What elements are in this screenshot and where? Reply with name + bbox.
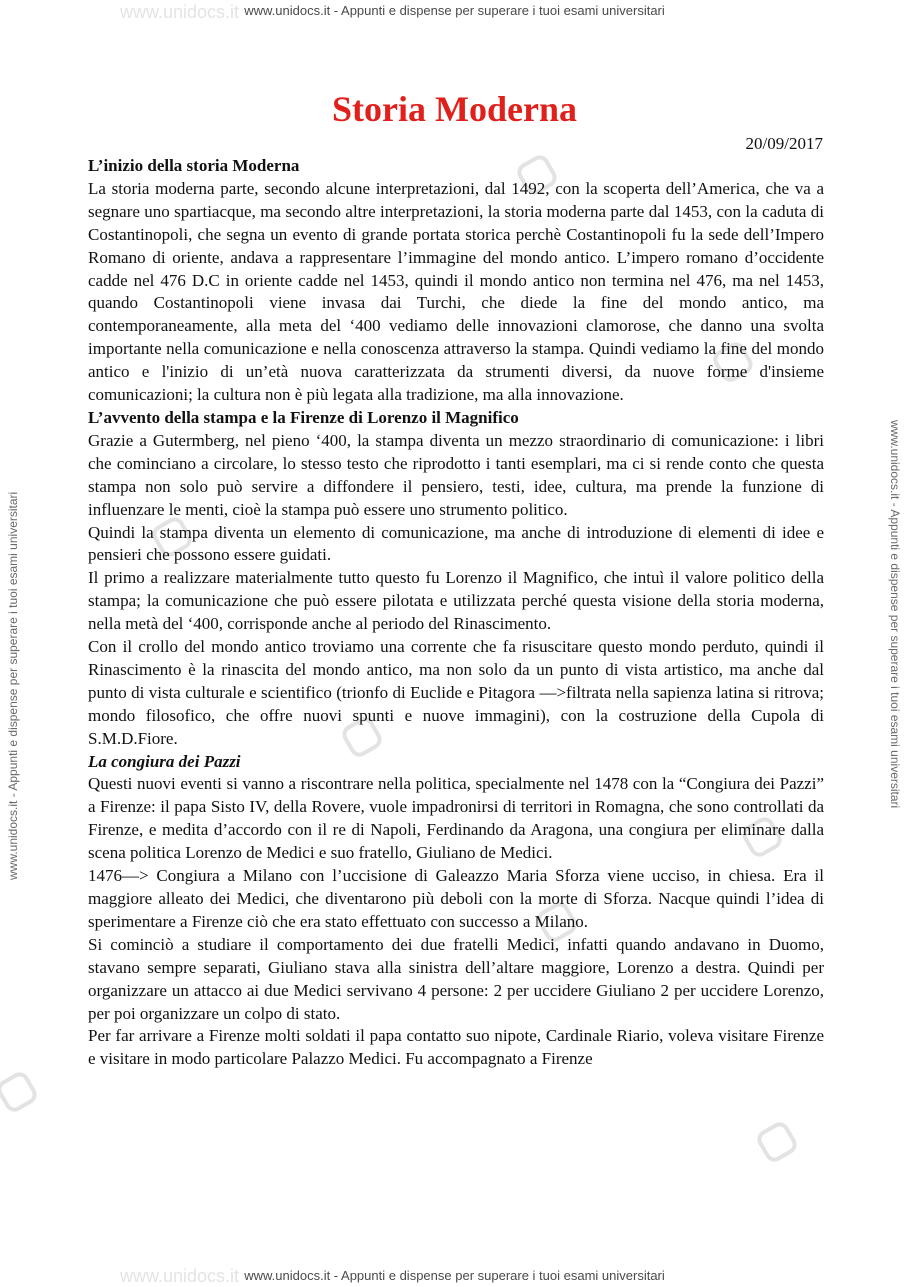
watermark-faint-top: www.unidocs.it (120, 2, 240, 22)
paragraph: La storia moderna parte, secondo alcune interpretazioni, dal 1492, con la scoperta dell’America, che va a segnare uno spartiacque, ma secondo altre interpretazioni, la storia moderna parte dal 1453, con la caduta di Costantinopoli, che segna un evento di grande portata storica perchè Costantinopoli fu la sede dell’Impero Romano di oriente, andava a rappresentare l’immagine del mondo antico. L’impero romano d’occidente cadde nel 476 D.C in oriente cadde nel 1453, quindi il mondo antico non termina nel 476, ma nel 1453, quando Costantinopoli viene invasa dai Turchi, che diede la fine del mondo antico, ma contemporaneamente, alla meta del ‘400 vediamo delle innovazioni clamorose, che danno una svolta importante nella comunicazione e nella conoscenza attraverso la stampa. Quindi vediamo la fine del mondo antico e l'inizio di un’età nuova caratterizzata da strumenti diversi, da nuove forme d'insieme comunicazioni; la cultura non è più legata alla tradizione, ma alla innovazione. (88, 178, 824, 405)
watermark-side-left: www.unidocs.it - Appunti e dispense per superare i tuoi esami universitari (6, 491, 20, 880)
watermark-footer: www.unidocs.it - Appunti e dispense per superare i tuoi esami universitari (244, 1268, 665, 1283)
watermark-header: www.unidocs.it - Appunti e dispense per superare i tuoi esami universitari (244, 3, 665, 18)
section-heading: L’inizio della storia Moderna (88, 156, 300, 175)
paragraph: Per far arrivare a Firenze molti soldati il papa contatto suo nipote, Cardinale Riario, voleva visitare Firenze e visitare in modo particolare Palazzo Medici. Fu accompagnato a Firenze (88, 1026, 824, 1069)
watermark-logo-icon (0, 1069, 40, 1115)
watermark-side-right: www.unidocs.it - Appunti e dispense per superare i tuoi esami universitari (888, 420, 902, 809)
paragraph: Quindi la stampa diventa un elemento di comunicazione, ma anche di introduzione di elementi di idee e pensieri che possono essere guidati. (88, 522, 824, 565)
document-body (88, 155, 824, 1071)
watermark-faint-bottom: www.unidocs.it (120, 1266, 240, 1286)
section-heading: L’avvento della stampa e la Firenze di Lorenzo il Magnifico (88, 407, 519, 427)
document-date: 20/09/2017 (745, 134, 823, 153)
paragraph: Questi nuovi eventi si vanno a riscontrare nella politica, specialmente nel 1478 con la “Congiura dei Pazzi” a Firenze: il papa Sisto IV, della Rovere, vuole impadronirsi di territori in Romagna, che sono controllati da Firenze, e medita d’accordo con il re di Napoli, Ferdinando da Aragona, una congiura per eliminare dalla scena politica Lorenzo de Medici e suo fratello, Giuliano de Medici. (88, 774, 824, 863)
watermark-logo-icon (754, 1119, 800, 1165)
paragraph: 1476—> Congiura a Milano con l’uccisione di Galeazzo Maria Sforza viene ucciso, in chiesa. Era il maggiore alleato dei Medici, che diventarono più deboli con la morte di Sforza. Nacque quindi l’idea di sperimentare a Firenze ciò che era stato effettuato con successo a Milano. (88, 866, 824, 931)
paragraph: Si cominciò a studiare il comportamento dei due fratelli Medici, infatti quando andavano in Duomo, stavano sempre separati, Giuliano stava alla sinistra dell’altare maggiore, Lorenzo a destra. Quindi per organizzare un attacco ai due Medici servivano 4 persone: 2 per uccidere Giuliano 2 per uccidere Lorenzo, per poi organizzare un colpo di stato. (88, 934, 824, 1023)
section-heading: La congiura dei Pazzi (88, 751, 241, 771)
paragraph: Con il crollo del mondo antico troviamo una corrente che fa risuscitare questo mondo perduto, quindi il Rinascimento è la rinascita del mondo antico, ma non solo da un punto di vista artistico, ma anche dal punto di vista culturale e scientifico (trionfo di Euclide e Pitagora —>filtrata nella sapienza latina si ritrova; mondo filosofico, che offre nuovi spunti e nuove immagini), con la costruzione della Cupola di S.M.D.Fiore. (88, 637, 824, 748)
paragraph: Grazie a Gutermberg, nel pieno ‘400, la stampa diventa un mezzo straordinario di comunicazione: i libri che cominciano a circolare, lo stesso testo che riprodotto i tanti esemplari, ma ci si rende conto che questa stampa non solo può servire a diffondere il pensiero, testi, idee, cultura, ma prende la funzione di influenzare le menti, cioè la stampa può essere uno strumento politico. (88, 430, 824, 519)
document-title: Storia Moderna (332, 89, 577, 129)
paragraph: Il primo a realizzare materialmente tutto questo fu Lorenzo il Magnifico, che intuì il valore politico della stampa; la comunicazione che può essere pilotata e utilizzata perché questa visione della storia moderna, nella metà del ‘400, corrisponde anche al periodo del Rinascimento. (88, 568, 824, 634)
